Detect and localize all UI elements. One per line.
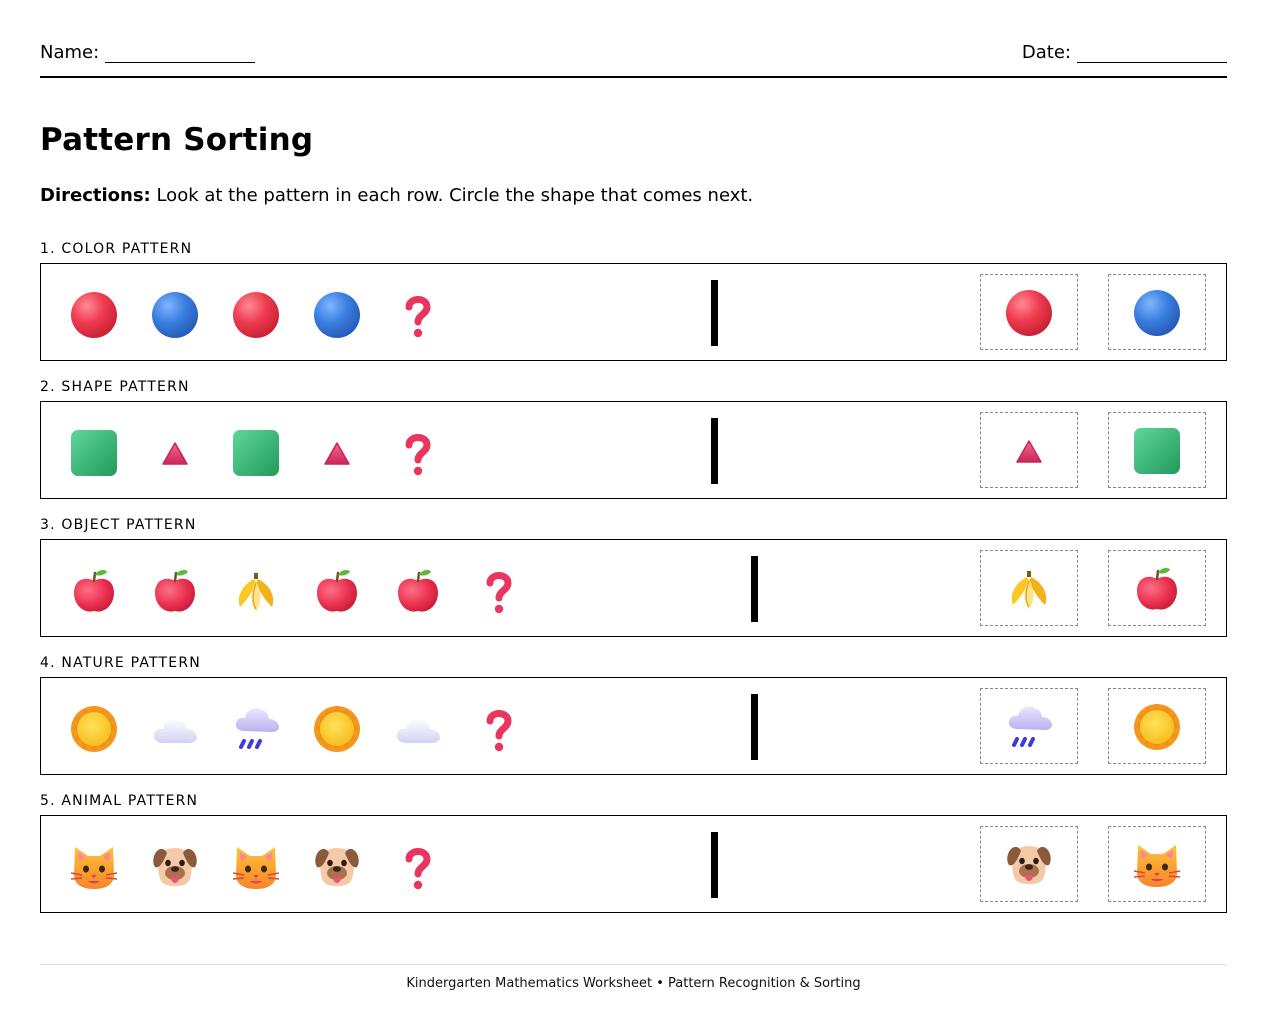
color-pattern-label: 1. COLOR PATTERN [40, 241, 193, 257]
apple-icon [70, 567, 118, 615]
name-label: Name: [40, 42, 100, 63]
apple-icon [151, 567, 199, 615]
blue-circle-icon [151, 291, 199, 339]
sun-icon [313, 705, 361, 753]
date-label: Date: [1021, 42, 1071, 63]
red-circle-icon [1005, 289, 1053, 337]
question-mark-icon [475, 567, 523, 615]
rain-cloud-icon [1005, 703, 1053, 751]
worksheet-header [40, 42, 1227, 78]
nature-pattern-label: 4. NATURE PATTERN [40, 655, 201, 671]
answer-choice-2[interactable] [1108, 550, 1206, 626]
question-mark-icon [394, 843, 442, 891]
shape-pattern-label: 2. SHAPE PATTERN [40, 379, 190, 395]
cloud-icon [394, 705, 442, 753]
answer-choice-1[interactable] [980, 688, 1078, 764]
apple-icon [313, 567, 361, 615]
cat-face-icon [1133, 841, 1181, 889]
green-square-icon [70, 429, 118, 477]
answer-choice-2[interactable] [1108, 412, 1206, 488]
question-mark-icon [394, 429, 442, 477]
question-mark-icon [475, 705, 523, 753]
cat-face-icon [232, 843, 280, 891]
animal-pattern-row [40, 815, 1227, 913]
directions [40, 185, 753, 206]
page-title: Pattern Sorting [40, 122, 314, 158]
date-field [1022, 42, 1227, 63]
divider-bar [751, 694, 758, 760]
red-triangle-icon [313, 429, 361, 477]
sun-icon [70, 705, 118, 753]
red-triangle-icon [1005, 427, 1053, 475]
dog-face-icon [151, 843, 199, 891]
question-mark-icon [394, 291, 442, 339]
cat-face-icon [70, 843, 118, 891]
green-square-icon [232, 429, 280, 477]
date-blank-line[interactable] [1077, 45, 1227, 63]
divider-bar [751, 556, 758, 622]
cloud-icon [151, 705, 199, 753]
answer-choice-1[interactable] [980, 274, 1078, 350]
name-field [40, 42, 255, 63]
directions-text: Look at the pattern in each row. Circle the shape that comes next. [156, 185, 754, 206]
color-pattern-row [40, 263, 1227, 361]
divider-bar [711, 832, 718, 898]
red-triangle-icon [151, 429, 199, 477]
blue-circle-icon [313, 291, 361, 339]
rain-cloud-icon [232, 705, 280, 753]
directions-label: Directions: [40, 185, 151, 206]
footer: Kindergarten Mathematics Worksheet • Pattern Recognition & Sorting [40, 964, 1227, 991]
divider-bar [711, 418, 718, 484]
banana-icon [1005, 565, 1053, 613]
apple-icon [1133, 565, 1181, 613]
divider-bar [711, 280, 718, 346]
answer-choice-1[interactable] [980, 826, 1078, 902]
animal-pattern-label: 5. ANIMAL PATTERN [40, 793, 199, 809]
name-blank-line[interactable] [105, 45, 255, 63]
answer-choice-1[interactable] [980, 550, 1078, 626]
green-square-icon [1133, 427, 1181, 475]
answer-choice-2[interactable] [1108, 826, 1206, 902]
dog-face-icon [313, 843, 361, 891]
answer-choice-2[interactable] [1108, 688, 1206, 764]
dog-face-icon [1005, 841, 1053, 889]
answer-choice-2[interactable] [1108, 274, 1206, 350]
object-pattern-label: 3. OBJECT PATTERN [40, 517, 197, 533]
red-circle-icon [232, 291, 280, 339]
object-pattern-row [40, 539, 1227, 637]
nature-pattern-row [40, 677, 1227, 775]
banana-icon [232, 567, 280, 615]
apple-icon [394, 567, 442, 615]
sun-icon [1133, 703, 1181, 751]
red-circle-icon [70, 291, 118, 339]
shape-pattern-row [40, 401, 1227, 499]
answer-choice-1[interactable] [980, 412, 1078, 488]
blue-circle-icon [1133, 289, 1181, 337]
